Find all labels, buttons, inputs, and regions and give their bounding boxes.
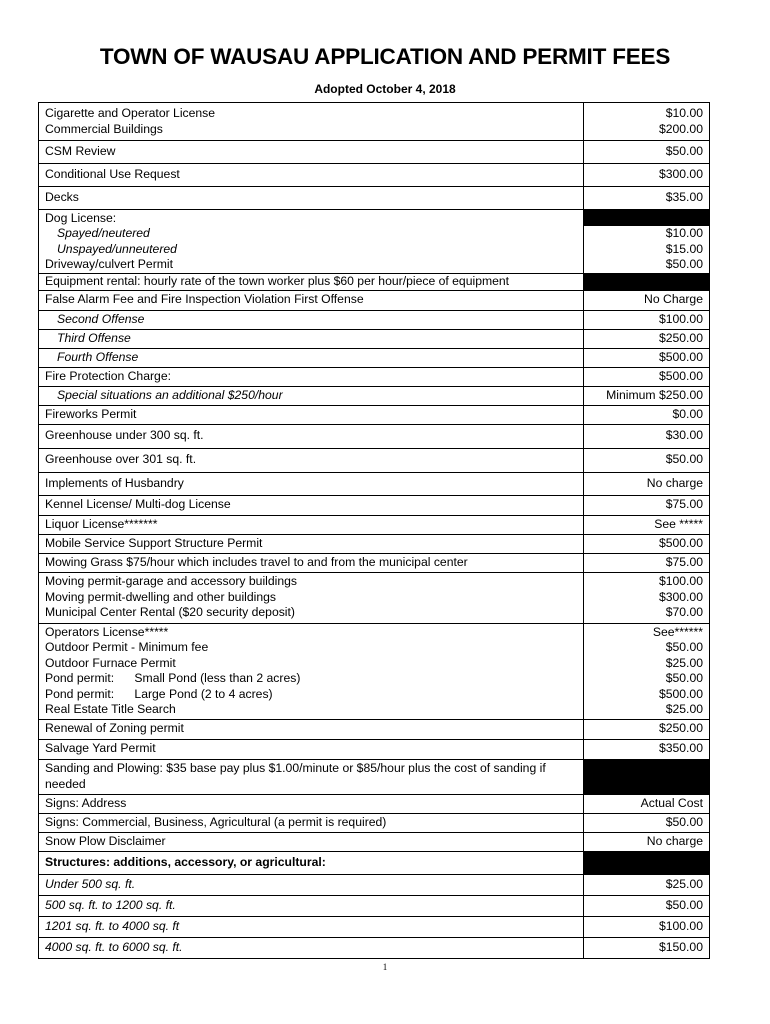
fee-description	[39, 367, 584, 386]
table-row	[39, 274, 710, 291]
amount-line: $500.00	[658, 686, 703, 701]
fee-line: Pond permit: Large Pond (2 to 4 acres)	[45, 686, 273, 701]
fee-line: Third Offense	[57, 330, 131, 345]
fee-amount	[584, 329, 710, 348]
fee-description	[39, 405, 584, 424]
amount-line: No charge	[646, 475, 703, 490]
amount-line: $75.00	[665, 497, 703, 512]
amount-line: $500.00	[658, 349, 703, 364]
amount-line: $100.00	[658, 311, 703, 326]
fee-line: Snow Plow Disclaimer	[45, 833, 166, 848]
fee-line: Second Offense	[57, 311, 145, 326]
amount-line: $25.00	[665, 876, 703, 891]
amount-line: $70.00	[665, 605, 703, 620]
table-row	[39, 895, 710, 916]
fee-description	[39, 832, 584, 851]
amount-line: $10.00	[665, 226, 703, 240]
table-row	[39, 553, 710, 572]
page-number: 1	[382, 962, 388, 972]
table-row	[39, 386, 710, 405]
fee-line: Salvage Yard Permit	[45, 741, 156, 756]
fee-line: Commercial Buildings	[45, 121, 163, 136]
fee-line: Moving permit-garage and accessory buildings	[45, 574, 298, 589]
fee-description	[39, 916, 584, 937]
fee-amount	[584, 515, 710, 534]
amount-line: $250.00	[658, 330, 703, 345]
fee-description	[39, 623, 584, 719]
fee-line: Driveway/culvert Permit	[45, 257, 173, 271]
amount-line: $100.00	[658, 918, 703, 933]
amount-line: $50.00	[665, 814, 703, 829]
fee-description	[39, 851, 584, 874]
table-row	[39, 187, 710, 210]
fee-amount	[584, 141, 710, 164]
amount-line: $300.00	[658, 589, 703, 604]
fee-description	[39, 739, 584, 759]
fee-line: Outdoor Furnace Permit	[45, 655, 176, 670]
amount-line: $50.00	[665, 452, 703, 467]
fee-amount	[584, 367, 710, 386]
fee-amount	[584, 103, 710, 141]
table-row	[39, 759, 710, 794]
table-row	[39, 534, 710, 553]
amount-line: $30.00	[665, 428, 703, 443]
table-row	[39, 937, 710, 958]
table-row	[39, 329, 710, 348]
fee-amount	[584, 290, 710, 310]
amount-line: $50.00	[665, 144, 703, 159]
fee-amount	[584, 310, 710, 329]
page-title: TOWN OF WAUSAU APPLICATION AND PERMIT FEES	[99, 44, 671, 69]
fee-description	[39, 329, 584, 348]
table-row	[39, 141, 710, 164]
amount-line: $50.00	[665, 671, 703, 685]
fee-description	[39, 553, 584, 572]
redaction-block	[584, 274, 710, 291]
table-row	[39, 739, 710, 759]
amount-line: No Charge	[644, 292, 703, 307]
fee-amount	[584, 916, 710, 937]
fee-amount	[584, 187, 710, 210]
table-row	[39, 495, 710, 515]
fee-line: False Alarm Fee and Fire Inspection Violation First Offense	[45, 292, 364, 307]
fee-amount	[584, 553, 710, 572]
table-row	[39, 210, 710, 274]
fee-line: 1201 sq. ft. to 4000 sq. ft	[45, 918, 180, 933]
redaction-block	[584, 851, 710, 874]
fee-amount	[584, 448, 710, 472]
fee-line: Mobile Service Support Structure Permit	[45, 535, 263, 550]
fee-line: Decks	[45, 190, 79, 205]
fee-description	[39, 794, 584, 813]
table-row	[39, 290, 710, 310]
fee-line: Dog License:	[45, 210, 117, 225]
fee-description	[39, 348, 584, 367]
fee-amount	[584, 495, 710, 515]
amount-line: $250.00	[658, 721, 703, 736]
table-row	[39, 424, 710, 448]
fee-amount	[584, 937, 710, 958]
fee-line: Kennel License/ Multi-dog License	[45, 497, 231, 512]
fee-amount	[584, 210, 710, 274]
amount-line: $200.00	[658, 121, 703, 136]
fee-description	[39, 895, 584, 916]
table-row	[39, 572, 710, 623]
amount-line: $50.00	[665, 897, 703, 912]
fee-line: Implements of Husbandry	[45, 475, 184, 490]
table-row	[39, 851, 710, 874]
fee-table	[38, 102, 710, 959]
amount-line: $10.00	[665, 106, 703, 120]
fee-amount	[584, 164, 710, 187]
fee-description	[39, 310, 584, 329]
fee-amount	[584, 895, 710, 916]
fee-amount	[584, 405, 710, 424]
amount-line: $0.00	[672, 406, 703, 421]
amount-line: $150.00	[658, 939, 703, 954]
fee-line: Signs: Address	[45, 795, 127, 810]
fee-description	[39, 210, 584, 274]
fee-amount	[584, 813, 710, 832]
fee-line: Unspayed/unneutered	[57, 241, 177, 256]
adoption-date: Adopted October 4, 2018	[314, 82, 456, 96]
table-row	[39, 310, 710, 329]
amount-line: Actual Cost	[640, 795, 703, 810]
fee-amount	[584, 472, 710, 495]
table-row	[39, 367, 710, 386]
fee-line: Fourth Offense	[57, 349, 139, 364]
amount-line: $300.00	[658, 167, 703, 182]
fee-description	[39, 572, 584, 623]
fee-amount	[584, 572, 710, 623]
table-row	[39, 813, 710, 832]
fee-line: Moving permit-dwelling and other buildings	[45, 589, 277, 604]
fee-description	[39, 495, 584, 515]
amount-line: $25.00	[665, 655, 703, 670]
fee-description	[39, 386, 584, 405]
amount-line: No charge	[646, 833, 703, 848]
fee-line: Special situations an additional $250/hour	[57, 387, 283, 402]
fee-line: Outdoor Permit - Minimum fee	[45, 640, 209, 654]
fee-line: Fire Protection Charge:	[45, 368, 171, 383]
table-row	[39, 515, 710, 534]
fee-amount	[584, 794, 710, 813]
amount-line: $50.00	[665, 257, 703, 271]
fee-line: Liquor License*******	[45, 516, 158, 531]
fee-description	[39, 534, 584, 553]
fee-amount	[584, 832, 710, 851]
table-row	[39, 794, 710, 813]
fee-description	[39, 515, 584, 534]
amount-line: $15.00	[665, 241, 703, 256]
fee-description	[39, 103, 584, 141]
amount-line: See******	[652, 624, 703, 639]
fee-description	[39, 187, 584, 210]
fee-line: Operators License*****	[45, 624, 169, 639]
section-heading: Structures: additions, accessory, or agricultural:	[45, 854, 326, 869]
amount-line: $35.00	[665, 190, 703, 205]
fee-description	[39, 937, 584, 958]
table-row	[39, 164, 710, 187]
fee-line: Greenhouse over 301 sq. ft.	[45, 452, 197, 467]
fee-amount	[584, 386, 710, 405]
table-row	[39, 916, 710, 937]
fee-amount	[584, 739, 710, 759]
amount-line: $100.00	[658, 574, 703, 589]
fee-line: Pond permit: Small Pond (less than 2 acres)	[45, 671, 301, 685]
fee-description	[39, 874, 584, 895]
fee-description	[39, 290, 584, 310]
redaction-block	[584, 759, 710, 794]
fee-amount	[584, 874, 710, 895]
fee-description	[39, 759, 584, 794]
fee-line: Spayed/neutered	[57, 226, 150, 240]
fee-line: CSM Review	[45, 144, 116, 159]
table-row	[39, 348, 710, 367]
fee-line: Municipal Center Rental ($20 security deposit)	[45, 605, 295, 620]
redaction-block	[584, 210, 709, 226]
fee-line: Sanding and Plowing: $35 base pay plus $1.00/minute or $85/hour plus the cost of sanding if needed	[45, 761, 546, 791]
amount-line: $350.00	[658, 741, 703, 756]
table-row	[39, 623, 710, 719]
fee-line: Renewal of Zoning permit	[45, 721, 184, 736]
amount-line: See *****	[654, 516, 703, 531]
fee-line: 4000 sq. ft. to 6000 sq. ft.	[45, 939, 183, 954]
table-row	[39, 103, 710, 141]
fee-description	[39, 164, 584, 187]
table-row	[39, 405, 710, 424]
fee-amount	[584, 623, 710, 719]
fee-description	[39, 141, 584, 164]
table-row	[39, 448, 710, 472]
table-row	[39, 472, 710, 495]
amount-line: $500.00	[658, 368, 703, 383]
fee-description	[39, 813, 584, 832]
fee-description	[39, 719, 584, 739]
fee-line: Greenhouse under 300 sq. ft.	[45, 428, 204, 443]
amount-line: $75.00	[665, 554, 703, 569]
fee-line: Mowing Grass $75/hour which includes travel to and from the municipal center	[45, 554, 468, 569]
fee-amount	[584, 424, 710, 448]
amount-line: Minimum $250.00	[606, 387, 703, 402]
fee-line: Real Estate Title Search	[45, 702, 176, 716]
fee-line: Cigarette and Operator License	[45, 106, 216, 120]
fee-description	[39, 274, 584, 291]
fee-amount	[584, 534, 710, 553]
fee-line: Equipment rental: hourly rate of the town worker plus $60 per hour/piece of equipment	[45, 274, 510, 288]
fee-line: 500 sq. ft. to 1200 sq. ft.	[45, 897, 176, 912]
fee-amount	[584, 348, 710, 367]
amount-line: $50.00	[665, 640, 703, 654]
fee-description	[39, 448, 584, 472]
fee-line: Conditional Use Request	[45, 167, 180, 182]
table-row	[39, 719, 710, 739]
fee-line: Under 500 sq. ft.	[45, 876, 136, 891]
fee-description	[39, 424, 584, 448]
fee-line: Fireworks Permit	[45, 406, 137, 421]
fee-description	[39, 472, 584, 495]
amount-line: $25.00	[665, 702, 703, 716]
amount-line: $500.00	[658, 535, 703, 550]
fee-amount	[584, 719, 710, 739]
table-row	[39, 832, 710, 851]
table-row	[39, 874, 710, 895]
fee-line: Signs: Commercial, Business, Agricultural (a permit is required)	[45, 814, 387, 829]
